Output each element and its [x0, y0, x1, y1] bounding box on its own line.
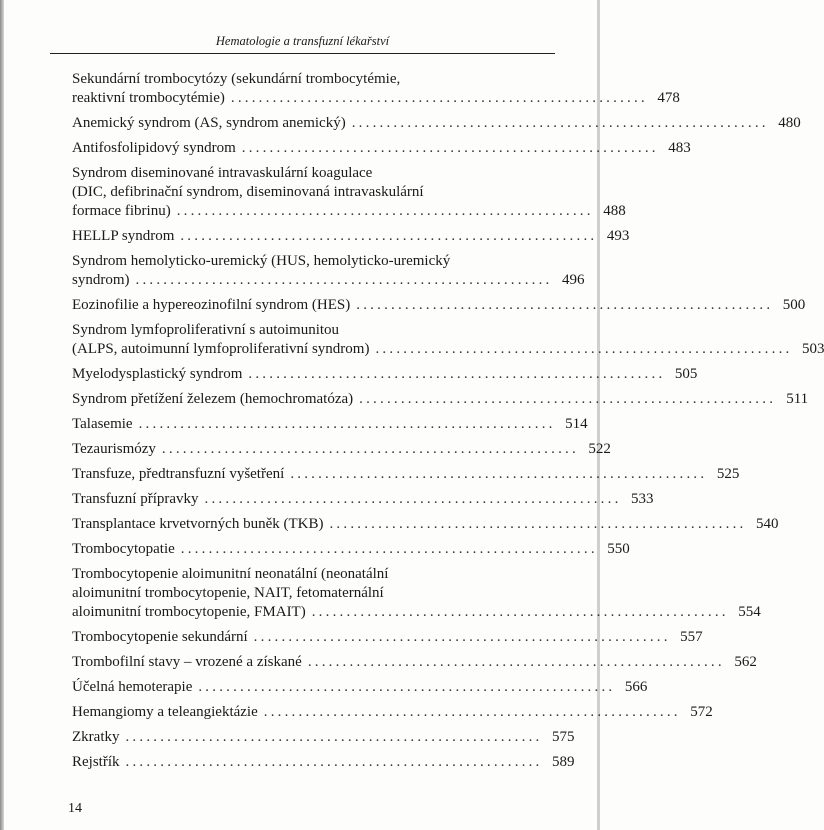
- toc-entry-page: 522: [588, 441, 611, 457]
- toc-entry-title-line: Talasemie: [72, 416, 133, 432]
- toc-entry-last-line: [72, 440, 611, 459]
- toc-entry-last-line: [72, 89, 680, 108]
- dot-leader: ............................................................: [125, 729, 543, 745]
- toc-entry: [72, 490, 654, 509]
- toc-entry-page: 575: [551, 729, 575, 745]
- toc-entry-title-line: Tezaurismózy: [72, 441, 156, 457]
- running-header: Hematologie a transfuzní lékařství: [215, 34, 390, 48]
- toc-entry-title-line: Syndrom diseminované intravaskulární koagulace: [72, 165, 373, 181]
- toc-entry: [72, 390, 809, 409]
- toc-entry-last-line: [72, 490, 654, 509]
- toc-entry-title-line: formace fibrinu): [72, 203, 171, 219]
- dot-leader: ............................................................: [204, 491, 622, 507]
- toc-entry-last-line: [72, 340, 824, 359]
- dot-leader: ............................................................: [241, 140, 659, 156]
- toc-entry-page: 493: [606, 228, 630, 244]
- toc-entry-title-line: Trombocytopenie sekundární: [72, 629, 248, 645]
- toc-entry-title-line: Syndrom hemolyticko-uremický (HUS, hemolyticko-uremický: [72, 253, 451, 269]
- toc-entry: [72, 139, 691, 158]
- dot-leader: ............................................................: [356, 297, 774, 313]
- toc-entry-title-line: Sekundární trombocytózy (sekundární trombocytémie,: [72, 71, 401, 87]
- toc-entry-title-line: HELLP syndrom: [72, 228, 175, 244]
- toc-entry-title-line: Rejstřík: [72, 754, 120, 770]
- toc-entry-last-line: [72, 540, 630, 559]
- toc-entry-last-line: [72, 465, 740, 484]
- toc-entry-page: 572: [690, 704, 713, 720]
- toc-entry-last-line: [72, 653, 757, 672]
- toc-entry-last-line: [72, 139, 691, 158]
- toc-entry-page: 488: [603, 203, 626, 219]
- header-rule: [50, 53, 555, 54]
- toc-entry-title-line: Myelodysplastický syndrom: [72, 366, 243, 382]
- toc-entry-page: 566: [624, 679, 648, 695]
- toc-entry: [72, 70, 680, 108]
- dot-leader: ............................................................: [329, 516, 747, 532]
- toc-entry: [72, 753, 575, 772]
- toc-entry-page: 525: [716, 466, 740, 482]
- toc-entry: [72, 252, 585, 290]
- page-number: 14: [68, 801, 82, 816]
- toc-entry-page: 503: [801, 341, 824, 357]
- toc-entry: [72, 415, 588, 434]
- toc-entry-page: 505: [674, 366, 698, 382]
- toc-entry-last-line: [72, 728, 575, 747]
- toc-entry: [72, 365, 698, 384]
- toc-entry-title-line: Trombocytopenie aloimunitní neonatální (neonatální: [72, 566, 389, 582]
- toc-entry-last-line: [72, 515, 779, 534]
- dot-leader: ............................................................: [253, 629, 671, 645]
- toc-entry-last-line: [72, 703, 713, 722]
- toc-entry-last-line: [72, 296, 806, 315]
- toc-entry-page: 478: [657, 90, 680, 106]
- toc-entry-title-line: (ALPS, autoimunní lymfoproliferativní syndrom): [72, 341, 370, 357]
- toc-entry-title-line: Antifosfolipidový syndrom: [72, 140, 236, 156]
- toc-entry: [72, 703, 713, 722]
- toc-entry-title-line: (DIC, defibrinační syndrom, diseminovaná intravaskulární: [72, 184, 424, 200]
- toc-entry-last-line: [72, 390, 809, 409]
- toc-entry-page: 589: [552, 754, 575, 770]
- toc-entry: [72, 465, 740, 484]
- dot-leader: ............................................................: [248, 366, 666, 382]
- toc-entry-page: 533: [631, 491, 654, 507]
- toc-entry: [72, 628, 703, 647]
- toc-entry-title-line: Syndrom přetížení železem (hemochromatóza): [72, 391, 354, 407]
- toc-entry-page: 511: [786, 391, 809, 407]
- toc-entry-last-line: [72, 227, 630, 246]
- dot-leader: ............................................................: [176, 203, 594, 219]
- dot-leader: ............................................................: [161, 441, 579, 457]
- toc-entry-page: 554: [738, 604, 761, 620]
- dot-leader: ............................................................: [263, 704, 681, 720]
- toc-entry-page: 500: [782, 297, 806, 313]
- toc-entry: [72, 678, 648, 697]
- toc-entry-page: 480: [778, 115, 801, 131]
- toc-entry-title-line: Transplantace krvetvorných buněk (TKB): [72, 516, 324, 532]
- toc-entry-last-line: [72, 628, 703, 647]
- toc-entry-title-line: Hemangiomy a teleangiektázie: [72, 704, 258, 720]
- dot-leader: ............................................................: [138, 416, 556, 432]
- toc-entry-title-line: Účelná hemoterapie: [72, 679, 193, 695]
- toc-entry-title-line: aloimunitní trombocytopenie, FMAIT): [72, 604, 306, 620]
- toc-entry-title-line: Trombofilní stavy – vrozené a získané: [72, 654, 302, 670]
- toc-entry-title-line: Transfuze, předtransfuzní vyšetření: [72, 466, 285, 482]
- dot-leader: ............................................................: [290, 466, 708, 482]
- toc-entry: [72, 728, 575, 747]
- dot-leader: ............................................................: [375, 341, 793, 357]
- toc-entry: [72, 296, 806, 315]
- toc-entry-title-line: syndrom): [72, 272, 130, 288]
- toc-entry-title-line: Eozinofilie a hypereozinofilní syndrom (HES): [72, 297, 351, 313]
- toc-entry-last-line: [72, 678, 648, 697]
- dot-leader: ............................................................: [311, 604, 729, 620]
- toc-entry: [72, 114, 801, 133]
- dot-leader: ............................................................: [180, 228, 598, 244]
- toc-entry-last-line: [72, 202, 626, 221]
- toc-entry-last-line: [72, 114, 801, 133]
- toc-entry-page: 483: [668, 140, 691, 156]
- dot-leader: ............................................................: [180, 541, 598, 557]
- dot-leader: ............................................................: [125, 754, 543, 770]
- toc-entry-last-line: [72, 753, 575, 772]
- toc-entry: [72, 164, 626, 221]
- toc-entry-page: 496: [562, 272, 585, 288]
- toc-entry-title-line: aloimunitní trombocytopenie, NAIT, fetomaternální: [72, 585, 384, 601]
- toc-entry-page: 514: [565, 416, 588, 432]
- toc-entry-page: 557: [680, 629, 703, 645]
- toc-entry-last-line: [72, 603, 761, 622]
- dot-leader: ............................................................: [230, 90, 648, 106]
- toc-entry: [72, 540, 630, 559]
- toc-entry-last-line: [72, 365, 698, 384]
- toc-entry-title-line: reaktivní trombocytémie): [72, 90, 225, 106]
- toc-entry-title-line: Zkratky: [72, 729, 120, 745]
- toc-entry-page: 540: [755, 516, 779, 532]
- dot-leader: ............................................................: [351, 115, 769, 131]
- toc-entry: [72, 565, 761, 622]
- toc-entry-last-line: [72, 271, 585, 290]
- toc-entry: [72, 227, 630, 246]
- dot-leader: ............................................................: [307, 654, 725, 670]
- toc-entry-page: 550: [607, 541, 630, 557]
- toc-entry: [72, 321, 824, 359]
- toc-entry-title-line: Transfuzní přípravky: [72, 491, 199, 507]
- toc-entry: [72, 515, 779, 534]
- toc-entry-page: 562: [734, 654, 757, 670]
- dot-leader: ............................................................: [359, 391, 777, 407]
- dot-leader: ............................................................: [135, 272, 553, 288]
- toc-entry-title-line: Anemický syndrom (AS, syndrom anemický): [72, 115, 346, 131]
- toc-entry-title-line: Trombocytopatie: [72, 541, 175, 557]
- toc-entry: [72, 440, 611, 459]
- dot-leader: ............................................................: [198, 679, 616, 695]
- toc-entry-title-line: Syndrom lymfoproliferativní s autoimunitou: [72, 322, 340, 338]
- toc-entry-last-line: [72, 415, 588, 434]
- page-edge-shadow: [0, 0, 4, 830]
- table-of-contents: [72, 70, 824, 778]
- toc-entry: [72, 653, 757, 672]
